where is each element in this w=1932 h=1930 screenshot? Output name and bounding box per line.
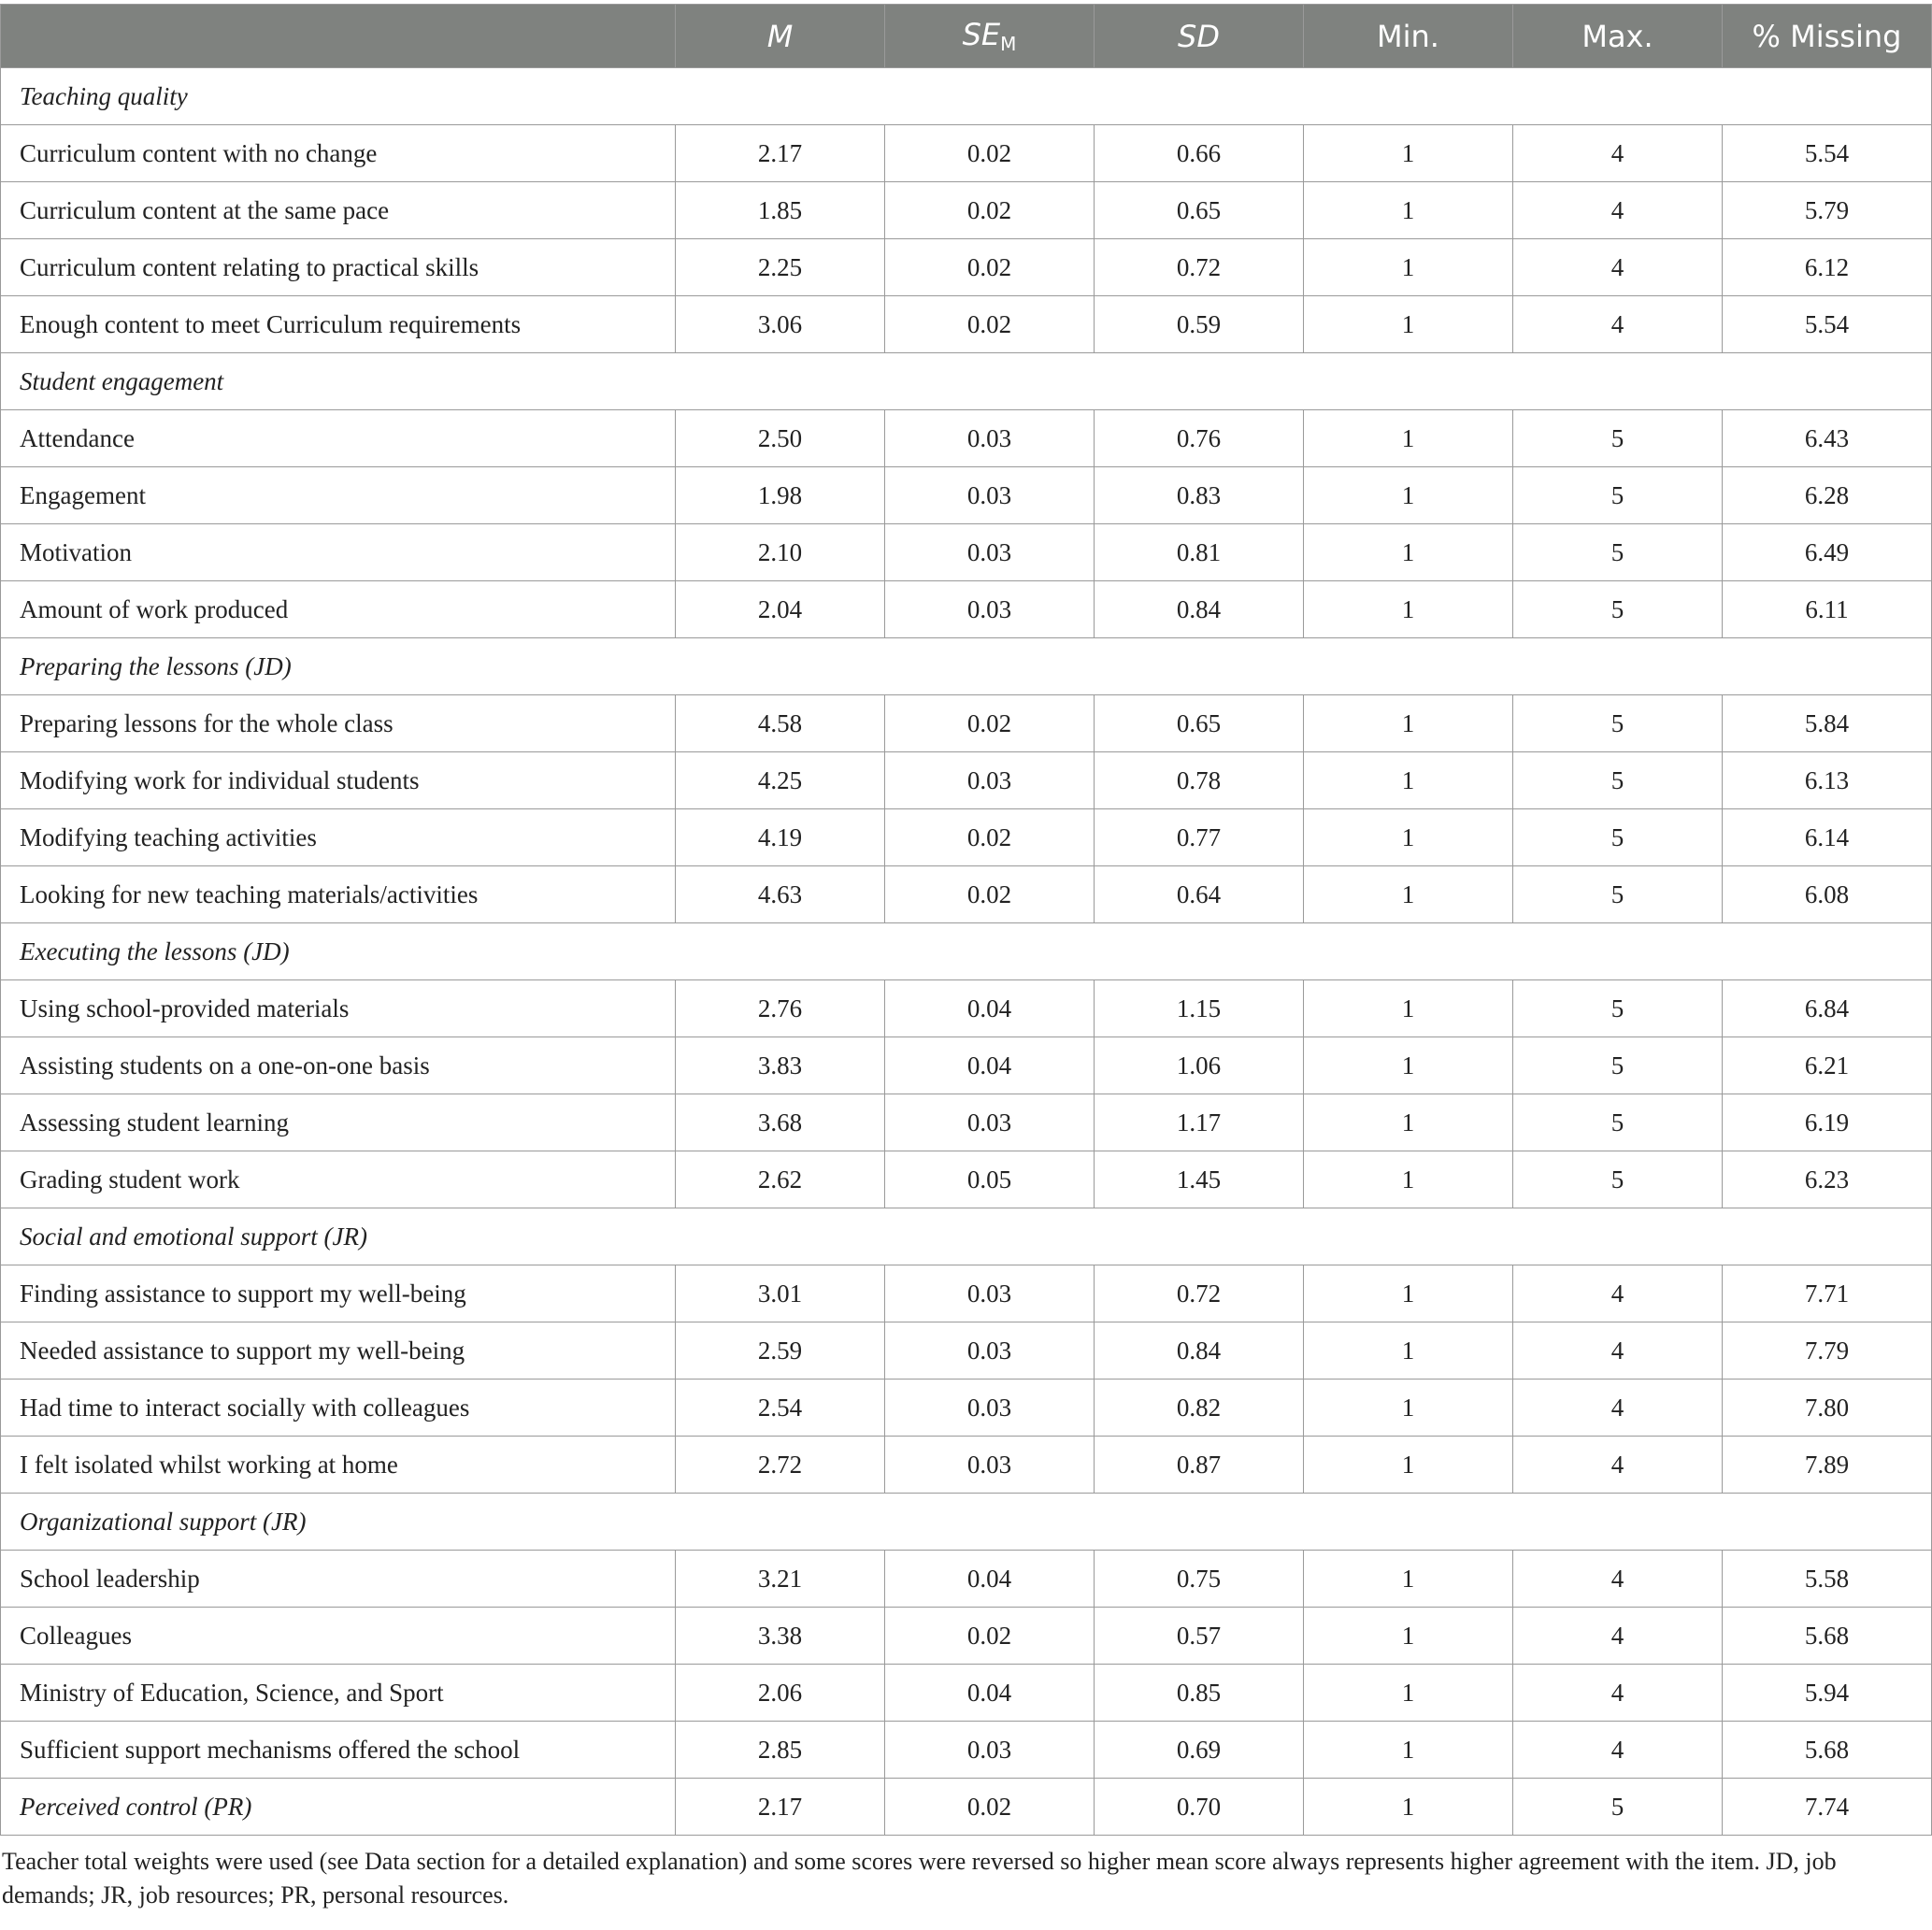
cell-min: 1 <box>1304 1037 1513 1094</box>
descriptive-statistics-table <box>0 4 1932 1836</box>
cell-sem: 0.02 <box>885 1779 1095 1836</box>
cell-m: 1.98 <box>676 467 885 524</box>
cell-m: 2.04 <box>676 581 885 638</box>
cell-sem: 0.02 <box>885 125 1095 182</box>
header-min: Min. <box>1304 5 1513 68</box>
cell-sem: 0.02 <box>885 182 1095 239</box>
cell-max: 5 <box>1513 581 1723 638</box>
section-row <box>1 1208 1932 1265</box>
cell-missing: 5.58 <box>1723 1551 1932 1608</box>
header-row <box>1 5 1932 68</box>
table-row <box>1 410 1932 467</box>
table-row <box>1 467 1932 524</box>
cell-max: 4 <box>1513 125 1723 182</box>
table-row <box>1 239 1932 296</box>
cell-max: 5 <box>1513 524 1723 581</box>
table-header <box>1 5 1932 68</box>
cell-sd: 0.69 <box>1095 1722 1304 1779</box>
table-row <box>1 1608 1932 1665</box>
cell-missing: 6.23 <box>1723 1151 1932 1208</box>
row-label: Assisting students on a one-on-one basis <box>1 1037 676 1094</box>
cell-sem: 0.05 <box>885 1151 1095 1208</box>
cell-max: 5 <box>1513 752 1723 809</box>
cell-m: 4.19 <box>676 809 885 866</box>
cell-sem: 0.03 <box>885 467 1095 524</box>
cell-max: 4 <box>1513 1322 1723 1380</box>
row-label: Grading student work <box>1 1151 676 1208</box>
cell-max: 5 <box>1513 467 1723 524</box>
cell-missing: 6.21 <box>1723 1037 1932 1094</box>
cell-missing: 7.80 <box>1723 1380 1932 1437</box>
cell-max: 4 <box>1513 1380 1723 1437</box>
cell-m: 3.06 <box>676 296 885 353</box>
cell-sem: 0.02 <box>885 1608 1095 1665</box>
section-label: Preparing the lessons (JD) <box>1 638 1932 695</box>
cell-min: 1 <box>1304 1094 1513 1151</box>
table-row <box>1 809 1932 866</box>
cell-m: 2.50 <box>676 410 885 467</box>
row-label: Needed assistance to support my well-being <box>1 1322 676 1380</box>
table-row <box>1 125 1932 182</box>
cell-sem: 0.04 <box>885 980 1095 1037</box>
cell-min: 1 <box>1304 1151 1513 1208</box>
section-row <box>1 638 1932 695</box>
cell-m: 1.85 <box>676 182 885 239</box>
header-missing: % Missing <box>1723 5 1932 68</box>
cell-sd: 0.57 <box>1095 1608 1304 1665</box>
table-body <box>1 68 1932 1836</box>
table-row <box>1 980 1932 1037</box>
cell-missing: 7.89 <box>1723 1437 1932 1494</box>
cell-m: 2.76 <box>676 980 885 1037</box>
cell-missing: 7.74 <box>1723 1779 1932 1836</box>
cell-min: 1 <box>1304 296 1513 353</box>
cell-min: 1 <box>1304 809 1513 866</box>
row-label: Finding assistance to support my well-being <box>1 1265 676 1322</box>
cell-min: 1 <box>1304 125 1513 182</box>
table-row <box>1 1094 1932 1151</box>
section-label: Organizational support (JR) <box>1 1494 1932 1551</box>
cell-sem: 0.03 <box>885 1265 1095 1322</box>
row-label: Sufficient support mechanisms offered the school <box>1 1722 676 1779</box>
cell-m: 2.62 <box>676 1151 885 1208</box>
cell-min: 1 <box>1304 467 1513 524</box>
cell-max: 5 <box>1513 1037 1723 1094</box>
row-label: Perceived control (PR) <box>1 1779 676 1836</box>
cell-sem: 0.03 <box>885 1380 1095 1437</box>
row-label: Preparing lessons for the whole class <box>1 695 676 752</box>
table-row <box>1 1551 1932 1608</box>
cell-min: 1 <box>1304 1779 1513 1836</box>
cell-missing: 6.43 <box>1723 410 1932 467</box>
cell-max: 5 <box>1513 410 1723 467</box>
row-label: School leadership <box>1 1551 676 1608</box>
cell-max: 5 <box>1513 1094 1723 1151</box>
cell-min: 1 <box>1304 1265 1513 1322</box>
table-row <box>1 182 1932 239</box>
table-row <box>1 1665 1932 1722</box>
table-row <box>1 866 1932 923</box>
cell-max: 4 <box>1513 1608 1723 1665</box>
cell-min: 1 <box>1304 1551 1513 1608</box>
cell-sem: 0.04 <box>885 1037 1095 1094</box>
cell-max: 5 <box>1513 809 1723 866</box>
cell-m: 3.21 <box>676 1551 885 1608</box>
cell-sem: 0.03 <box>885 410 1095 467</box>
cell-sd: 0.78 <box>1095 752 1304 809</box>
header-m: M <box>676 5 885 68</box>
cell-missing: 5.68 <box>1723 1722 1932 1779</box>
cell-sd: 0.65 <box>1095 182 1304 239</box>
cell-min: 1 <box>1304 1322 1513 1380</box>
cell-sem: 0.03 <box>885 581 1095 638</box>
cell-max: 5 <box>1513 1779 1723 1836</box>
cell-min: 1 <box>1304 1437 1513 1494</box>
cell-max: 5 <box>1513 980 1723 1037</box>
cell-m: 2.54 <box>676 1380 885 1437</box>
section-row <box>1 68 1932 125</box>
table-row <box>1 1380 1932 1437</box>
cell-max: 4 <box>1513 1722 1723 1779</box>
cell-max: 5 <box>1513 866 1723 923</box>
header-sem-sub: M <box>1000 33 1017 55</box>
cell-m: 4.25 <box>676 752 885 809</box>
row-label: Looking for new teaching materials/activities <box>1 866 676 923</box>
cell-min: 1 <box>1304 866 1513 923</box>
cell-m: 3.68 <box>676 1094 885 1151</box>
table-row <box>1 1722 1932 1779</box>
cell-min: 1 <box>1304 752 1513 809</box>
cell-m: 3.83 <box>676 1037 885 1094</box>
cell-min: 1 <box>1304 980 1513 1037</box>
cell-missing: 5.54 <box>1723 296 1932 353</box>
header-sem-main: SE <box>962 17 1001 52</box>
cell-m: 4.58 <box>676 695 885 752</box>
cell-m: 2.10 <box>676 524 885 581</box>
cell-missing: 6.13 <box>1723 752 1932 809</box>
cell-missing: 6.08 <box>1723 866 1932 923</box>
cell-max: 5 <box>1513 695 1723 752</box>
cell-m: 4.63 <box>676 866 885 923</box>
row-label: Curriculum content relating to practical skills <box>1 239 676 296</box>
cell-sem: 0.02 <box>885 239 1095 296</box>
cell-sd: 0.72 <box>1095 239 1304 296</box>
row-label: Had time to interact socially with colleagues <box>1 1380 676 1437</box>
row-label: Curriculum content with no change <box>1 125 676 182</box>
cell-sd: 0.72 <box>1095 1265 1304 1322</box>
section-label: Student engagement <box>1 353 1932 410</box>
row-label: Attendance <box>1 410 676 467</box>
row-label: Enough content to meet Curriculum requirements <box>1 296 676 353</box>
cell-sem: 0.03 <box>885 1094 1095 1151</box>
cell-sd: 1.45 <box>1095 1151 1304 1208</box>
cell-sem: 0.03 <box>885 1322 1095 1380</box>
header-blank-cell <box>1 5 676 68</box>
cell-missing: 7.71 <box>1723 1265 1932 1322</box>
table-row <box>1 1322 1932 1380</box>
cell-missing: 5.68 <box>1723 1608 1932 1665</box>
cell-sem: 0.03 <box>885 752 1095 809</box>
row-label: I felt isolated whilst working at home <box>1 1437 676 1494</box>
table-row <box>1 524 1932 581</box>
cell-sd: 0.84 <box>1095 581 1304 638</box>
cell-sd: 0.75 <box>1095 1551 1304 1608</box>
section-row <box>1 1494 1932 1551</box>
row-label: Engagement <box>1 467 676 524</box>
cell-m: 2.59 <box>676 1322 885 1380</box>
table-row <box>1 1265 1932 1322</box>
cell-sem: 0.02 <box>885 296 1095 353</box>
row-label: Motivation <box>1 524 676 581</box>
cell-missing: 6.11 <box>1723 581 1932 638</box>
cell-max: 4 <box>1513 1437 1723 1494</box>
table-footnote: Teacher total weights were used (see Data section for a detailed explanation) and some scores were reversed so higher mean score always represents higher agreement with the item. JD, job demands; JR, job resources; PR, personal resources. <box>2 1848 1837 1909</box>
cell-sd: 0.85 <box>1095 1665 1304 1722</box>
cell-m: 2.17 <box>676 125 885 182</box>
cell-min: 1 <box>1304 239 1513 296</box>
cell-sem: 0.04 <box>885 1551 1095 1608</box>
table-row <box>1 1037 1932 1094</box>
cell-missing: 6.49 <box>1723 524 1932 581</box>
row-label: Assessing student learning <box>1 1094 676 1151</box>
cell-max: 4 <box>1513 1665 1723 1722</box>
cell-min: 1 <box>1304 695 1513 752</box>
cell-sd: 0.77 <box>1095 809 1304 866</box>
cell-m: 3.01 <box>676 1265 885 1322</box>
cell-sd: 0.82 <box>1095 1380 1304 1437</box>
cell-max: 5 <box>1513 1151 1723 1208</box>
cell-max: 4 <box>1513 296 1723 353</box>
cell-missing: 5.79 <box>1723 182 1932 239</box>
cell-missing: 6.28 <box>1723 467 1932 524</box>
cell-sd: 0.64 <box>1095 866 1304 923</box>
cell-sd: 0.65 <box>1095 695 1304 752</box>
cell-missing: 6.19 <box>1723 1094 1932 1151</box>
cell-min: 1 <box>1304 1722 1513 1779</box>
table-row <box>1 1437 1932 1494</box>
header-sd: SD <box>1095 5 1304 68</box>
row-label: Colleagues <box>1 1608 676 1665</box>
cell-missing: 7.79 <box>1723 1322 1932 1380</box>
cell-sem: 0.02 <box>885 809 1095 866</box>
cell-sem: 0.03 <box>885 524 1095 581</box>
section-label: Executing the lessons (JD) <box>1 923 1932 980</box>
cell-missing: 6.84 <box>1723 980 1932 1037</box>
cell-sem: 0.02 <box>885 866 1095 923</box>
section-label: Social and emotional support (JR) <box>1 1208 1932 1265</box>
cell-m: 3.38 <box>676 1608 885 1665</box>
cell-m: 2.25 <box>676 239 885 296</box>
cell-min: 1 <box>1304 1380 1513 1437</box>
cell-min: 1 <box>1304 410 1513 467</box>
row-label: Modifying teaching activities <box>1 809 676 866</box>
row-label: Curriculum content at the same pace <box>1 182 676 239</box>
table-row <box>1 752 1932 809</box>
cell-max: 4 <box>1513 1551 1723 1608</box>
row-label: Amount of work produced <box>1 581 676 638</box>
cell-sd: 0.66 <box>1095 125 1304 182</box>
cell-sem: 0.04 <box>885 1665 1095 1722</box>
cell-max: 4 <box>1513 1265 1723 1322</box>
cell-min: 1 <box>1304 1665 1513 1722</box>
cell-sd: 1.17 <box>1095 1094 1304 1151</box>
cell-sd: 0.81 <box>1095 524 1304 581</box>
table-row <box>1 1151 1932 1208</box>
row-label: Modifying work for individual students <box>1 752 676 809</box>
cell-sd: 0.83 <box>1095 467 1304 524</box>
cell-m: 2.17 <box>676 1779 885 1836</box>
cell-missing: 5.94 <box>1723 1665 1932 1722</box>
row-label: Ministry of Education, Science, and Sport <box>1 1665 676 1722</box>
cell-sem: 0.03 <box>885 1437 1095 1494</box>
table-row <box>1 296 1932 353</box>
cell-sd: 1.15 <box>1095 980 1304 1037</box>
header-max: Max. <box>1513 5 1723 68</box>
cell-missing: 6.12 <box>1723 239 1932 296</box>
cell-missing: 5.84 <box>1723 695 1932 752</box>
table-row <box>1 581 1932 638</box>
cell-min: 1 <box>1304 581 1513 638</box>
cell-m: 2.85 <box>676 1722 885 1779</box>
cell-missing: 5.54 <box>1723 125 1932 182</box>
cell-sd: 0.70 <box>1095 1779 1304 1836</box>
section-label: Teaching quality <box>1 68 1932 125</box>
cell-min: 1 <box>1304 524 1513 581</box>
cell-missing: 6.14 <box>1723 809 1932 866</box>
header-sem <box>885 5 1095 68</box>
cell-max: 4 <box>1513 182 1723 239</box>
cell-m: 2.06 <box>676 1665 885 1722</box>
table-row <box>1 695 1932 752</box>
cell-min: 1 <box>1304 182 1513 239</box>
section-row <box>1 923 1932 980</box>
cell-sem: 0.02 <box>885 695 1095 752</box>
cell-sd: 0.87 <box>1095 1437 1304 1494</box>
table-row <box>1 1779 1932 1836</box>
cell-sd: 0.59 <box>1095 296 1304 353</box>
cell-sd: 1.06 <box>1095 1037 1304 1094</box>
cell-sd: 0.84 <box>1095 1322 1304 1380</box>
section-row <box>1 353 1932 410</box>
cell-m: 2.72 <box>676 1437 885 1494</box>
cell-sem: 0.03 <box>885 1722 1095 1779</box>
cell-min: 1 <box>1304 1608 1513 1665</box>
cell-max: 4 <box>1513 239 1723 296</box>
row-label: Using school-provided materials <box>1 980 676 1037</box>
cell-sd: 0.76 <box>1095 410 1304 467</box>
